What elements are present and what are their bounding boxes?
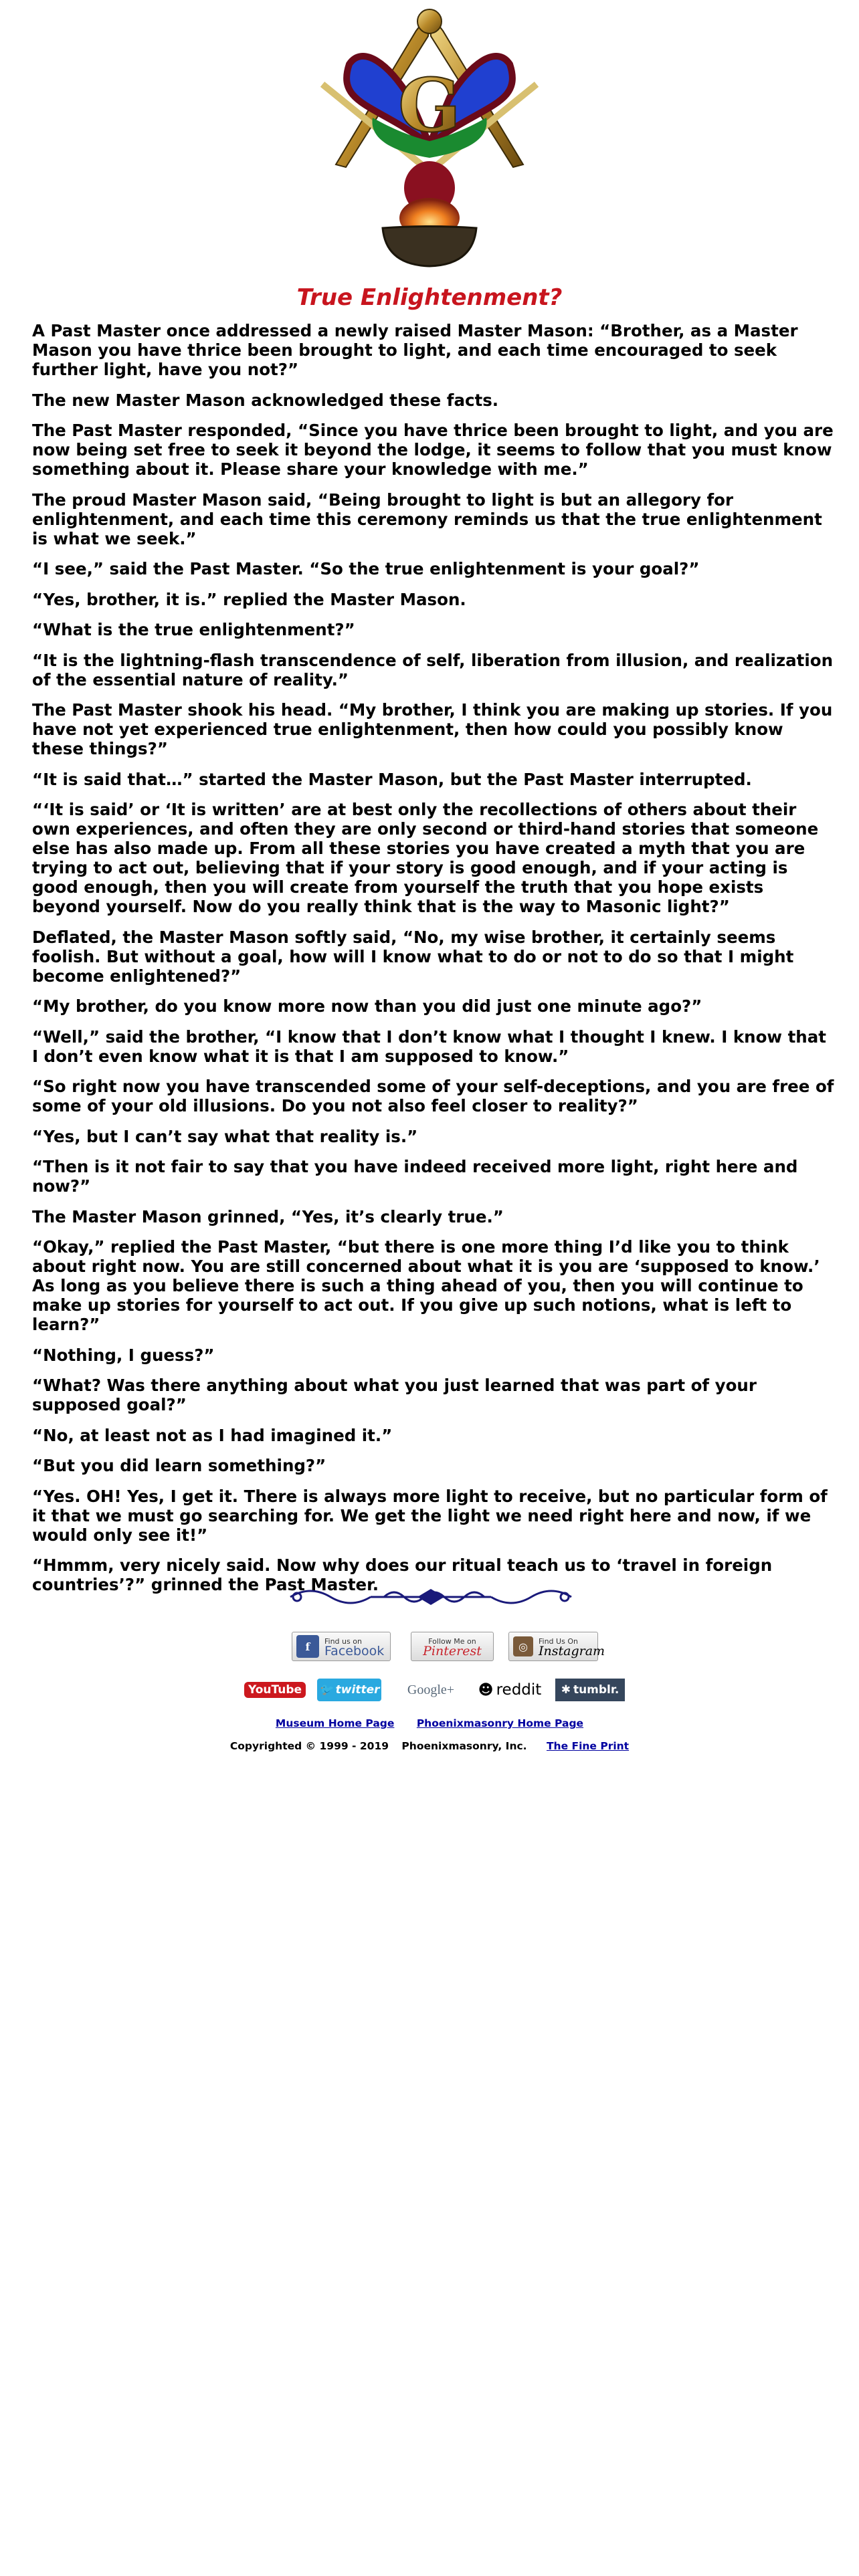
social-badges-row — [0, 1632, 859, 1662]
pinterest-button[interactable] — [411, 1632, 494, 1661]
google-plus-link[interactable] — [399, 1679, 463, 1701]
paragraph: “Okay,” replied the Past Master, “but there is one more thing I’d like you to think about right now. You are still concerned about what it is you are ‘supposed to know.’ As long as you believe there is such a thing ahead of you, then you will continue to make up stories for yourself to act out. If you give up such notions, what is left to learn?” — [32, 1237, 820, 1334]
paragraph: “Hmmm, very nicely said. Now why does our ritual teach us to ‘travel in foreign countries’?” grinned the Past Master. — [32, 1555, 773, 1594]
instagram-small-text: Find Us On — [539, 1637, 578, 1646]
reddit-link[interactable] — [476, 1679, 543, 1701]
twitter-icon: 🐦 — [318, 1683, 333, 1697]
paragraph: Deflated, the Master Mason softly said, “No, my wise brother, it certainly seems foolish. But without a goal, how will I know what to do or not to do so that I might become enlightened?” — [32, 927, 794, 986]
tumblr-label: tumblr. — [573, 1683, 619, 1697]
facebook-icon: f — [296, 1635, 319, 1658]
paragraph: The new Master Mason acknowledged these facts. — [32, 390, 499, 410]
paragraph: “What? Was there anything about what you just learned that was part of your supposed goal?” — [32, 1376, 757, 1414]
paragraph: The Past Master responded, “Since you have thrice been brought to light, and you are now being set free to seek it beyond the lodge, it seems to follow that you must know something about it. Please share your knowledge with me.” — [32, 421, 834, 479]
paragraph: “I see,” said the Past Master. “So the true enlightenment is your goal?” — [32, 559, 700, 578]
youtube-link[interactable] — [248, 1679, 302, 1701]
story-text — [32, 321, 835, 1606]
copyright-text: Copyrighted © 1999 - 2019 — [229, 1740, 389, 1752]
reddit-label: reddit — [496, 1681, 542, 1699]
paragraph: “So right now you have transcended some of your self-deceptions, and you are free of some of your old illusions. Do you not also feel closer to reality?” — [32, 1077, 834, 1115]
organization-name: Phoenixmasonry, Inc. — [401, 1740, 527, 1752]
paragraph: “Nothing, I guess?” — [32, 1345, 215, 1365]
paragraph: “Then is it not fair to say that you have indeed received more light, right here and now?” — [32, 1157, 798, 1196]
copyright-line — [0, 1740, 859, 1752]
youtube-icon — [244, 1683, 306, 1697]
reddit-icon: ☻ — [478, 1681, 494, 1699]
paragraph: “What is the true enlightenment?” — [32, 620, 355, 639]
google-plus-label: Google+ — [407, 1682, 455, 1697]
phoenixmasonry-home-link[interactable]: Phoenixmasonry Home Page — [416, 1717, 584, 1729]
museum-home-link[interactable]: Museum Home Page — [275, 1717, 395, 1729]
ornamental-divider — [284, 1582, 578, 1612]
facebook-label: Facebook — [324, 1644, 385, 1658]
social-links-row — [0, 1679, 859, 1705]
instagram-label: Instagram — [539, 1644, 605, 1658]
paragraph: “‘It is said’ or ‘It is written’ are at best only the recollections of others about their own experiences, and often they are only second or third-hand stories that someone else has also made up. From all these stories you have created a myth that you are trying to act out, believing that if your story is good enough, and if your acting is good enough, then you will create from yourself the truth that you hope exists beyond yourself. Now do you really think that is the way to Masonic light?” — [32, 800, 819, 916]
paragraph: A Past Master once addressed a newly raised Master Mason: “Brother, as a Master Mason you have thrice been brought to light, and each time encouraged to seek further light, have you not?” — [32, 321, 798, 379]
facebook-small-text: Find us on — [324, 1637, 362, 1646]
youtube-label: YouTube — [244, 1682, 306, 1698]
paragraph: The Master Mason grinned, “Yes, it’s clearly true.” — [32, 1206, 504, 1226]
tumblr-icon: ✱ — [561, 1683, 571, 1697]
paragraph: “But you did learn something?” — [32, 1456, 326, 1475]
paragraph: “Yes. OH! Yes, I get it. There is always more light to receive, but no particular form of it that we must go searching for. We get the light we need right here and now, if we would only see it!” — [32, 1486, 828, 1545]
logo-letter-g: G — [398, 62, 461, 148]
page-title: True Enlightenment? — [296, 284, 563, 311]
paragraph: “Yes, but I can’t say what that reality is.” — [32, 1126, 418, 1146]
twitter-label: twitter — [335, 1683, 380, 1697]
paragraph: “My brother, do you know more now than you did just one minute ago?” — [32, 996, 702, 1016]
instagram-icon: ◎ — [513, 1636, 533, 1656]
paragraph: “It is the lightning-flash transcendence of self, liberation from illusion, and realization of the essential nature of reality.” — [32, 650, 834, 689]
paragraph: The Past Master shook his head. “My brother, I think you are making up stories. If you have not yet experienced true enlightenment, then how could you possibly know these things?” — [32, 700, 833, 758]
footer-links — [0, 1717, 859, 1729]
paragraph: “It is said that…” started the Master Mason, but the Past Master interrupted. — [32, 769, 752, 789]
pinterest-small-text: Follow Me on — [428, 1637, 476, 1646]
facebook-button[interactable] — [292, 1632, 391, 1661]
tumblr-link[interactable] — [555, 1679, 625, 1701]
paragraph: “Well,” said the brother, “I know that I don’t know what I thought I knew. I know that I don’t even know what it is that I am supposed to know.” — [32, 1027, 826, 1066]
pinterest-label: Pinterest — [423, 1644, 482, 1658]
paragraph: “No, at least not as I had imagined it.” — [32, 1425, 393, 1445]
masonic-emblem-logo — [309, 4, 550, 272]
twitter-link[interactable] — [317, 1679, 381, 1701]
paragraph: The proud Master Mason said, “Being brought to light is but an allegory for enlightenment, and each time this ceremony reminds us that the true enlightenment is what we seek.” — [32, 490, 822, 548]
fine-print-link[interactable]: The Fine Print — [546, 1740, 630, 1752]
instagram-button[interactable] — [508, 1632, 605, 1661]
paragraph: “Yes, brother, it is.” replied the Master Mason. — [32, 589, 466, 609]
